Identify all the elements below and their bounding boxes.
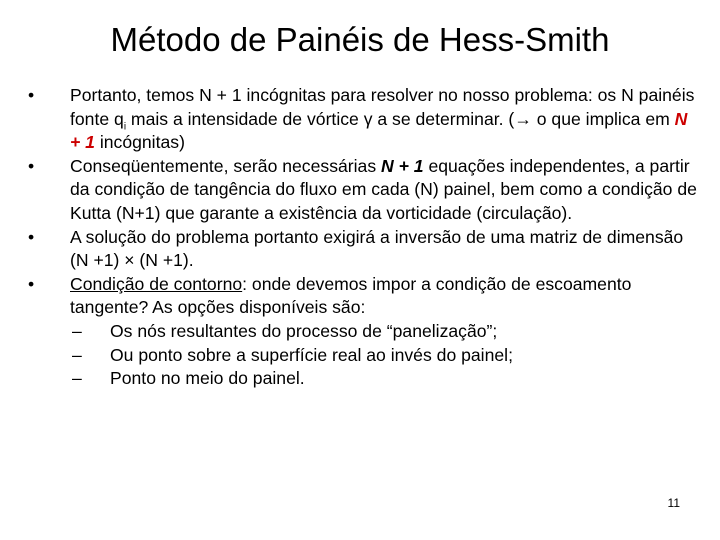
bullet-1-text-a: Portanto, temos N + 1 incógnitas para resolver no nosso problema: os N painéis fonte q [70,85,695,129]
underlined-term: Condição de contorno [70,273,243,294]
bullet-marker: • [28,85,35,105]
bullet-marker: • [28,273,35,294]
bullet-1-text-b: mais a intensidade de vórtice γ a se determinar. ( [126,108,515,129]
highlight-n-plus-1: N + 1 [70,108,688,153]
bullet-marker: • [28,155,35,176]
bullet-1-text-d: incógnitas) [94,132,185,153]
sub-bullet-1 [28,320,698,344]
bullet-4-text: : onde devemos impor a condição de escoamento tangente? As opções disponíveis são: [70,273,632,318]
bullet-3-text: A solução do problema portanto exigirá a inversão de uma matriz de dimensão (N +1) × (N +1). [70,226,684,271]
sub-bullet-text: Os nós resultantes do processo de “panelização”; [110,320,498,341]
sub-bullet-3 [28,367,698,391]
sub-bullet-text: Ou ponto sobre a superfície real ao invés do painel; [110,344,513,365]
sub-bullet-2 [28,344,698,368]
dash-marker: – [72,368,82,389]
bullet-2 [28,155,698,226]
bullet-marker: • [28,226,35,247]
bullet-3 [28,226,698,273]
arrow-icon: → [514,108,532,129]
emphasis-n-plus-1: N + 1 [381,155,424,176]
bullet-2-text-b: equações independentes, a partir da condição de tangência do fluxo em cada (N) painel, bem como a condição de Kutta (N+1) que garante a existência da vorticidade (circulação). [70,155,697,223]
dash-marker: – [72,344,82,365]
sub-bullet-text: Ponto no meio do painel. [110,368,305,389]
bullet-4 [28,273,698,320]
subscript-i: i [123,121,127,133]
bullet-1-text-c: o que implica em [531,108,675,129]
slide-title: Método de Painéis de Hess-Smith [110,21,610,58]
bullet-2-text-a: Conseqüentemente, serão necessárias [70,155,382,176]
bullet-list [28,84,698,391]
dash-marker: – [72,320,82,341]
page-number: 11 [667,496,680,510]
bullet-1 [28,84,698,155]
